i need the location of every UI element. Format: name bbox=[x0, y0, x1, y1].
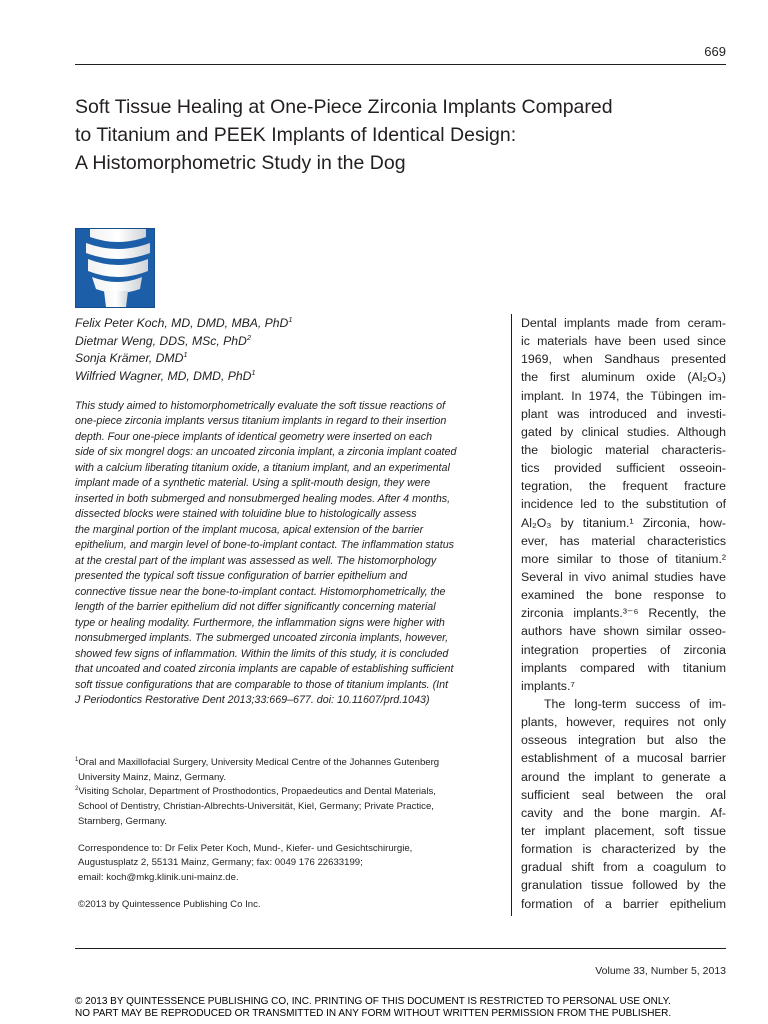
abstract-line: showed few signs of inflammation. Within the limits of this study, it is concluded bbox=[75, 647, 449, 660]
body-line: implant. In 1974, the Tübingen im- bbox=[521, 388, 726, 403]
column-divider bbox=[511, 314, 512, 916]
body-line: osseous integration but also the bbox=[521, 733, 726, 748]
header-rule bbox=[75, 64, 726, 65]
body-line: incidence led to the substitution of bbox=[521, 497, 726, 512]
body-line: plant was introduced and investi- bbox=[521, 406, 726, 421]
body-line: more similar to those of titanium.² bbox=[521, 551, 726, 566]
affiliation-line: Starnberg, Germany. bbox=[78, 815, 167, 827]
abstract-line: side of six mongrel dogs: an uncoated zirconia implant, a zirconia implant coated bbox=[75, 446, 457, 459]
implant-illustration bbox=[76, 229, 154, 307]
abstract-line: one-piece zirconia implants versus titanium implants in regard to their insertion bbox=[75, 415, 447, 428]
body-line: cavity and the bone margin. Af- bbox=[521, 805, 726, 820]
abstract-line: dissected blocks were stained with toluidine blue to histologically assess bbox=[75, 508, 417, 521]
body-line: zirconia implants.³⁻⁶ Recently, the bbox=[521, 606, 726, 621]
implant-photo bbox=[75, 228, 155, 308]
abstract-line: depth. Four one-piece implants of identical geometry were inserted on each bbox=[75, 430, 433, 443]
affiliation-line: $^1$Oral and Maxillofacial Surgery, University Medical Centre of the Johannes Gutenberg bbox=[75, 756, 440, 768]
body-text bbox=[521, 314, 726, 913]
body-line: The long-term success of im- bbox=[544, 696, 726, 711]
abstract bbox=[75, 399, 497, 709]
journal-volume: Volume 33, Number 5, 2013 bbox=[595, 965, 726, 977]
author-list bbox=[75, 315, 495, 385]
affiliation-line: School of Dentistry, Christian-Albrechts-Universität, Kiel, Germany; Private Practice, bbox=[78, 801, 434, 813]
body-line: establishment of a mucosal barrier bbox=[521, 751, 726, 766]
body-line: formation of a barrier epithelium bbox=[521, 896, 726, 911]
affiliation-line: University Mainz, Mainz, Germany. bbox=[78, 771, 227, 783]
abstract-line: This study aimed to histomorphometrically evaluate the soft tissue reactions of bbox=[75, 400, 446, 412]
body-line: authors have shown similar osseo- bbox=[521, 624, 726, 639]
correspondence-email[interactable]: email: koch@mkg.klinik.uni-mainz.de. bbox=[78, 871, 239, 883]
copyright-notice-line: NO PART MAY BE REPRODUCED OR TRANSMITTED IN ANY FORM WITHOUT WRITTEN PERMISSION FROM THE PUBLISHER. bbox=[75, 1008, 672, 1019]
abstract-line: nonsubmerged implants. The submerged uncoated zirconia implants, however, bbox=[75, 632, 449, 645]
body-line: granulation tissue followed by the bbox=[521, 878, 726, 893]
body-line: tegration, the frequent fracture bbox=[521, 479, 726, 494]
abstract-line: implant made of a synthetic material. Using a split-mouth design, they were bbox=[75, 477, 431, 490]
body-line: implants.⁷ bbox=[521, 678, 575, 693]
abstract-line: the marginal portion of the implant mucosa, apical extension of the barrier bbox=[75, 523, 424, 536]
copyright-notice-line: © 2013 BY QUINTESSENCE PUBLISHING CO, INC. PRINTING OF THIS DOCUMENT IS RESTRICTED TO PERSONAL USE ONLY. bbox=[75, 996, 671, 1007]
body-line: around the implant to generate a bbox=[521, 769, 726, 784]
body-line: sufficient seal between the oral bbox=[521, 787, 726, 802]
correspondence-line: Correspondence to: Dr Felix Peter Koch, Mund-, Kiefer- und Gesichtschirurgie, bbox=[78, 842, 413, 854]
title-line: Soft Tissue Healing at One-Piece Zirconia Implants Compared bbox=[75, 96, 613, 118]
body-line: integration properties of zirconia bbox=[521, 642, 726, 657]
affiliation-line: $^2$Visiting Scholar, Department of Prosthodontics, Propaedeutics and Dental Materials, bbox=[75, 786, 436, 798]
body-line: Several in vivo animal studies have bbox=[521, 569, 726, 584]
body-line: tics provided sufficient osseoin- bbox=[521, 461, 726, 476]
title-line: A Histomorphometric Study in the Dog bbox=[75, 152, 406, 174]
abstract-line: soft tissue configurations that are comparable to those of titanium implants. (Int bbox=[75, 678, 449, 691]
title-line: to Titanium and PEEK Implants of Identical Design: bbox=[75, 124, 517, 146]
abstract-line: that uncoated and coated zirconia implants are capable of establishing sufficient bbox=[75, 663, 454, 676]
body-line: the first aluminum oxide (Al₂O₃) bbox=[521, 370, 726, 385]
affiliations bbox=[75, 756, 495, 912]
body-line: plants, however, requires not only bbox=[521, 715, 726, 730]
abstract-line: J Periodontics Restorative Dent 2013;33:669–677. doi: 10.11607/prd.1043) bbox=[75, 694, 430, 707]
body-line: examined the bone response to bbox=[521, 588, 726, 603]
abstract-line: at the crestal part of the implant was assessed as well. The histomorphology bbox=[75, 554, 437, 567]
body-line: Dental implants made from ceram- bbox=[521, 316, 726, 330]
author: Felix Peter Koch, MD, DMD, MBA, PhD$^1$ bbox=[75, 314, 293, 330]
body-line: 1969, when Sandhaus presented bbox=[521, 352, 726, 367]
author: Wilfried Wagner, MD, DMD, PhD$^1$ bbox=[75, 367, 256, 383]
abstract-line: length of the barrier epithelium did not differ significantly concerning material bbox=[75, 601, 436, 614]
body-line: ever, has material characteristics bbox=[521, 533, 726, 548]
page-number: 669 bbox=[704, 44, 726, 59]
body-line: ic materials have been used since bbox=[521, 334, 726, 349]
body-line: gated by clinical studies. Although bbox=[521, 424, 726, 439]
article-title bbox=[75, 93, 735, 177]
body-line: implants compared with titanium bbox=[521, 660, 726, 675]
footer-rule bbox=[75, 948, 726, 949]
abstract-line: inserted in both submerged and nonsubmerged healing modes. After 4 months, bbox=[75, 492, 451, 505]
abstract-line: connective tissue near the bone-to-implant contact. Histomorphometrically, the bbox=[75, 585, 446, 598]
author: Sonja Krämer, DMD$^1$ bbox=[75, 349, 188, 365]
body-line: formation is characterized by the bbox=[521, 842, 726, 857]
copyright-line: ©2013 by Quintessence Publishing Co Inc. bbox=[78, 898, 261, 910]
body-line: the biologic material characteris- bbox=[521, 442, 726, 457]
copyright-notice bbox=[75, 996, 715, 1020]
body-line: Al₂O₃ by titanium.¹ Zirconia, how- bbox=[521, 515, 726, 530]
correspondence-line: Augustusplatz 2, 55131 Mainz, Germany; fax: 0049 176 22633199; bbox=[78, 857, 363, 869]
abstract-line: with a calcium liberating titanium oxide, a titanium implant, and an experimental bbox=[75, 461, 450, 474]
abstract-line: epithelium, and margin level of bone-to-implant contact. The inflammation status bbox=[75, 539, 455, 552]
abstract-line: presented the typical soft tissue configuration of barrier epithelium and bbox=[75, 570, 408, 583]
body-line: gradual shift from a coagulum to bbox=[521, 860, 726, 875]
body-line: ter implant placement, soft tissue bbox=[521, 823, 726, 838]
author: Dietmar Weng, DDS, MSc, PhD$^2$ bbox=[75, 332, 252, 348]
abstract-line: type or healing modality. Furthermore, the inflammation signs were higher with bbox=[75, 616, 445, 629]
